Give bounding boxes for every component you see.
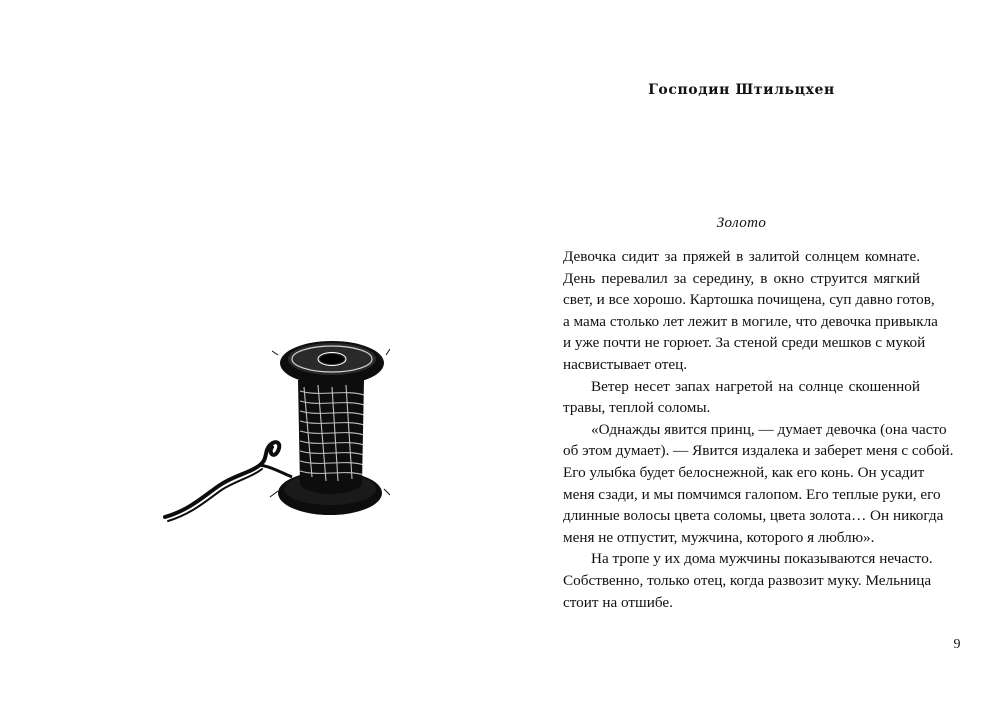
text-line: меня не отпустит, мужчина, которого я люблю».	[563, 528, 875, 546]
text-line: длинные волосы цвета соломы, цвета золота… Он никогда	[563, 507, 944, 525]
text-line: насвистывает отец.	[563, 355, 688, 373]
body-text	[563, 246, 954, 613]
text-line: травы, теплой соломы.	[563, 399, 711, 417]
text-line: стоит на отшибе.	[563, 593, 673, 611]
text-line: меня сзади, и мы помчимся галопом. Его теплые руки, его	[563, 485, 941, 503]
text-line: Его улыбка будет белоснежной, как его конь. Он усадит	[563, 463, 925, 481]
text-line: День перевалил за середину, в окно струится мягкий	[563, 269, 920, 287]
text-line: Ветер несет запах нагретой на солнце скошенной	[591, 377, 920, 395]
text-line: а мама столько лет лежит в могиле, что девочка привыкла	[563, 312, 938, 330]
text-line: и уже почти не горюет. За стеной среди мешков с мукой	[563, 334, 926, 352]
text-line: «Однажды явится принц, — думает девочка (она часто	[591, 420, 947, 438]
chapter-title: Золото	[716, 215, 767, 231]
text-line: свет, и все хорошо. Картошка почищена, суп давно готов,	[563, 291, 935, 309]
running-head: Господин Штильцхен	[648, 82, 835, 98]
thread-spool-icon	[160, 325, 390, 525]
text-line: Собственно, только отец, когда развозит муку. Мельница	[563, 571, 932, 589]
text-line: Девочка сидит за пряжей в залитой солнцем комнате.	[563, 248, 920, 265]
text-line: об этом думает). — Явится издалека и заберет меня с собой.	[563, 442, 954, 460]
text-line: На тропе у их дома мужчины показываются нечасто.	[591, 550, 933, 568]
page-number: 9	[953, 637, 961, 652]
